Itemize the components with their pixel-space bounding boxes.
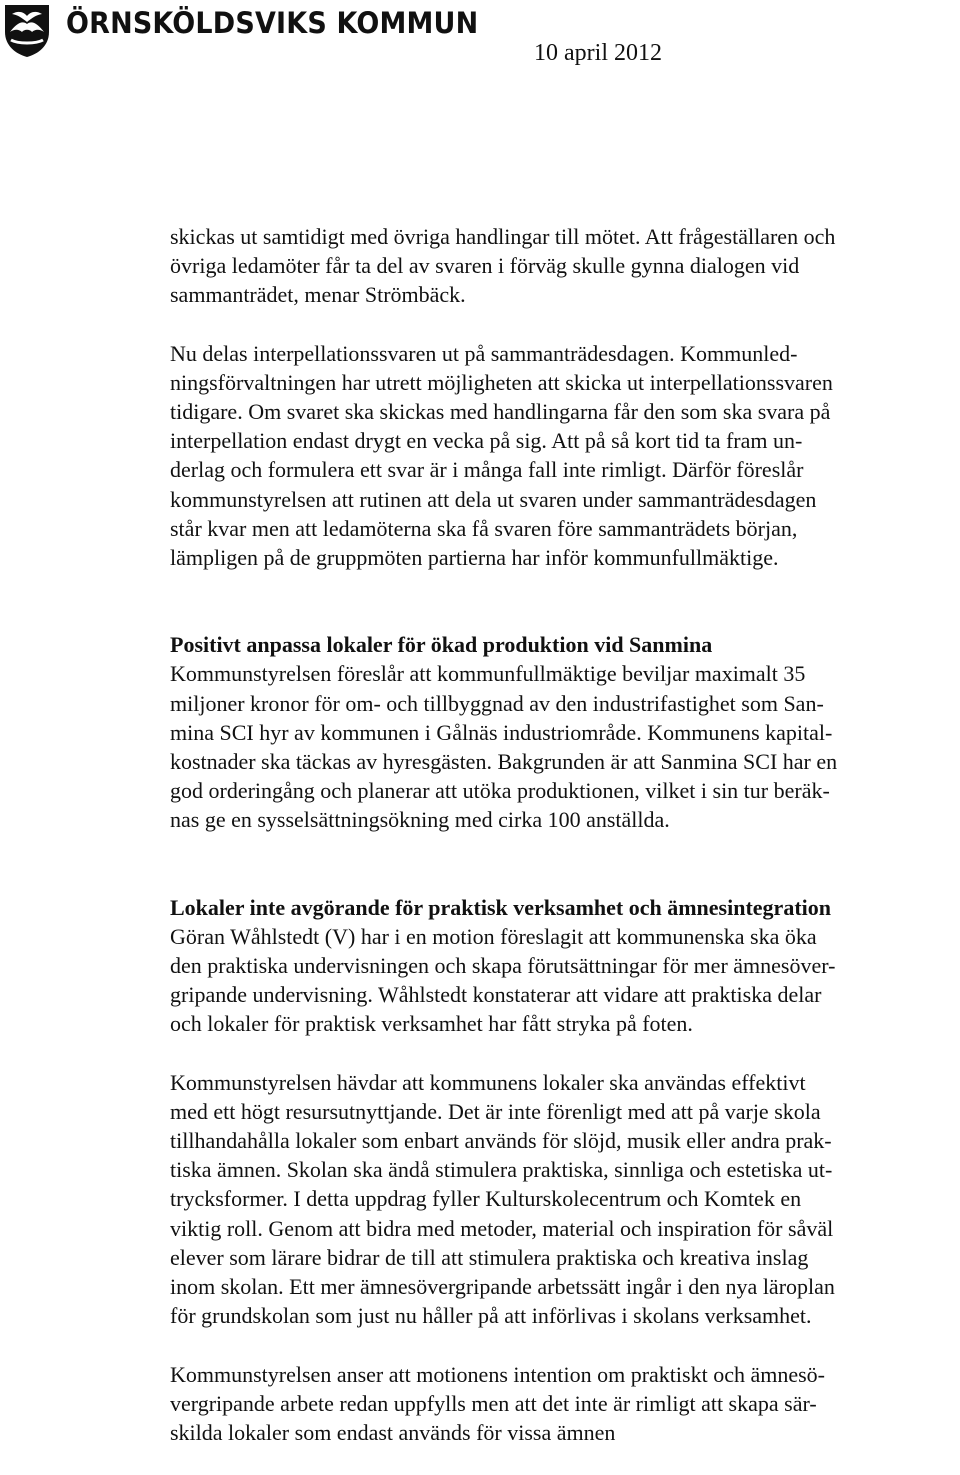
section-text: Kommunstyrelsen föreslår att kommunfullmäktige beviljar maximalt 35 miljoner kronor för om- och tillbyggnad av den industrifastighet som San- mina SCI hyr av kommunen i Gålnäs industriområde. Kommunens kapital- kostnader ska täckas av hyresgästen. Bakgrunden är att Sanmina SCI har en god orderingång och planerar att utöka produktionen, vilket i sin tur beräk- nas ge en sysselsättningsökning med cirka 100 anställda. bbox=[170, 661, 838, 833]
paragraph-2: Nu delas interpellationssvaren ut på sammanträdesdagen. Kommunled- ningsförvaltningen har utrett möjligheten att skicka ut interpellationssvaren tidigare. Om svaret ska skickas med handlingarna får den som ska svara på interpellation endast drygt en vecka på sig. Att på så kort tid ta fram un- derlag och formulera ett svar är i många fall inte rimligt. Därför föreslår kommunstyrelsen att rutinen att dela ut svaren under sammanträdesdagen står kvar men att ledamöterna ska få svaren före sammanträdets början, lämpligen på de gruppmöten partierna har inför kommunfullmäktige. bbox=[170, 340, 833, 571]
section-heading: Lokaler inte avgörande för praktisk verksamhet och ämnesintegration bbox=[170, 894, 831, 920]
document-body bbox=[170, 222, 960, 1447]
paragraph-1: skickas ut samtidigt med övriga handlingar till mötet. Att frågeställaren och övriga ledamöter får ta del av svaren i förväg skulle gynna dialogen vid sammanträdet, menar Strömbäck. bbox=[170, 224, 836, 308]
paragraph-5: Kommunstyrelsen hävdar att kommunens lokaler ska användas effektivt med ett högt resursutnyttjande. Det är inte förenligt med att på varje skola tillhandahålla lokaler som enbart används för slöjd, musik eller andra prak- tiska ämnen. Skolan ska ändå stimulera praktiska, sinnliga och estetiska ut- trycksformer. I detta uppdrag fyller Kulturskolecentrum och Komtek en viktig roll. Genom att bidra med metoder, material och inspiration för såväl elever som lärare bidrar de till att stimulera praktiska och kreativa inslag inom skolan. Ett mer ämnesövergripande arbetssätt ingår i den nya läroplan för grundskolan som just nu håller på att införlivas i skolans verksamhet. bbox=[170, 1069, 835, 1329]
section-lokaler bbox=[170, 893, 960, 1039]
section-heading: Positivt anpassa lokaler för ökad produktion vid Sanmina bbox=[170, 632, 713, 658]
section-sanmina bbox=[170, 630, 960, 834]
document-date: 10 april 2012 bbox=[534, 40, 662, 66]
coat-of-arms-icon bbox=[2, 2, 52, 58]
municipality-name: ÖRNSKÖLDSVIKS KOMMUN bbox=[66, 6, 479, 40]
page-header bbox=[0, 0, 960, 70]
paragraph-6: Kommunstyrelsen anser att motionens intention om praktiskt och ämnesö- vergripande arbete redan uppfylls men att det inte är rimligt att skapa sär- skilda lokaler som endast används för vissa ämnen bbox=[170, 1361, 825, 1445]
section-text: Göran Wåhlstedt (V) har i en motion föreslagit att kommunenska ska öka den praktiska undervisningen och skapa förutsättningar för mer ämnesöver- gripande undervisning. Wåhlstedt konstaterar att vidare att praktiska delar och lokaler för praktisk verksamhet har fått stryka på foten. bbox=[170, 923, 836, 1037]
